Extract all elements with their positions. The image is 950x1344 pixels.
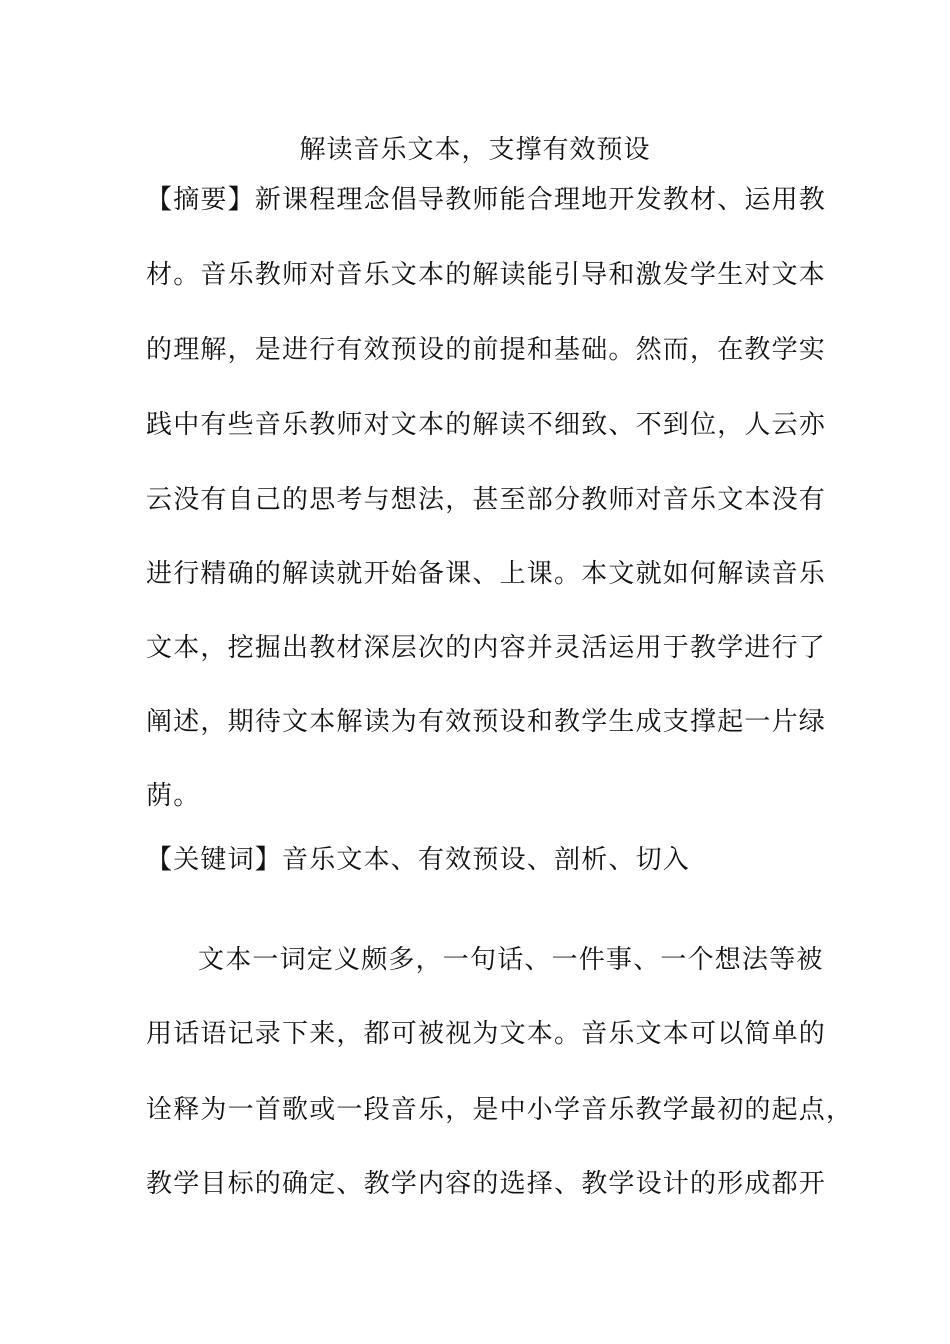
abstract-line: 文本，挖掘出教材深层次的内容并灵活运用于教学进行了 (146, 633, 827, 663)
body-line: 文本一词定义颇多，一句话、一件事、一个想法等被 (198, 945, 824, 975)
document-title: 解读音乐文本，支撑有效预设 (299, 135, 651, 165)
abstract-line: 进行精确的解读就开始备课、上课。本文就如何解读音乐 (146, 559, 827, 589)
abstract-line: 材。音乐教师对音乐文本的解读能引导和激发学生对文本 (146, 260, 827, 290)
abstract-line: 云没有自己的思考与想法，甚至部分教师对音乐文本没有 (146, 485, 827, 515)
abstract-line: 荫。 (146, 781, 201, 811)
body-line: 用话语记录下来，都可被视为文本。音乐文本可以简单的 (146, 1019, 827, 1049)
body-line: 诠释为一首歌或一段音乐，是中小学音乐教学最初的起点， (146, 1095, 854, 1125)
body-line: 教学目标的确定、教学内容的选择、教学设计的形成都开 (146, 1169, 827, 1199)
abstract-line: 践中有些音乐教师对文本的解读不细致、不到位，人云亦 (146, 410, 827, 440)
keywords-line: 【关键词】音乐文本、有效预设、剖析、切入 (146, 845, 691, 875)
abstract-line: 阐述，期待文本解读为有效预设和教学生成支撑起一片绿 (146, 707, 827, 737)
abstract-line: 【摘要】新课程理念倡导教师能合理地开发教材、运用教 (146, 185, 827, 215)
abstract-line: 的理解，是进行有效预设的前提和基础。然而，在教学实 (146, 335, 827, 365)
